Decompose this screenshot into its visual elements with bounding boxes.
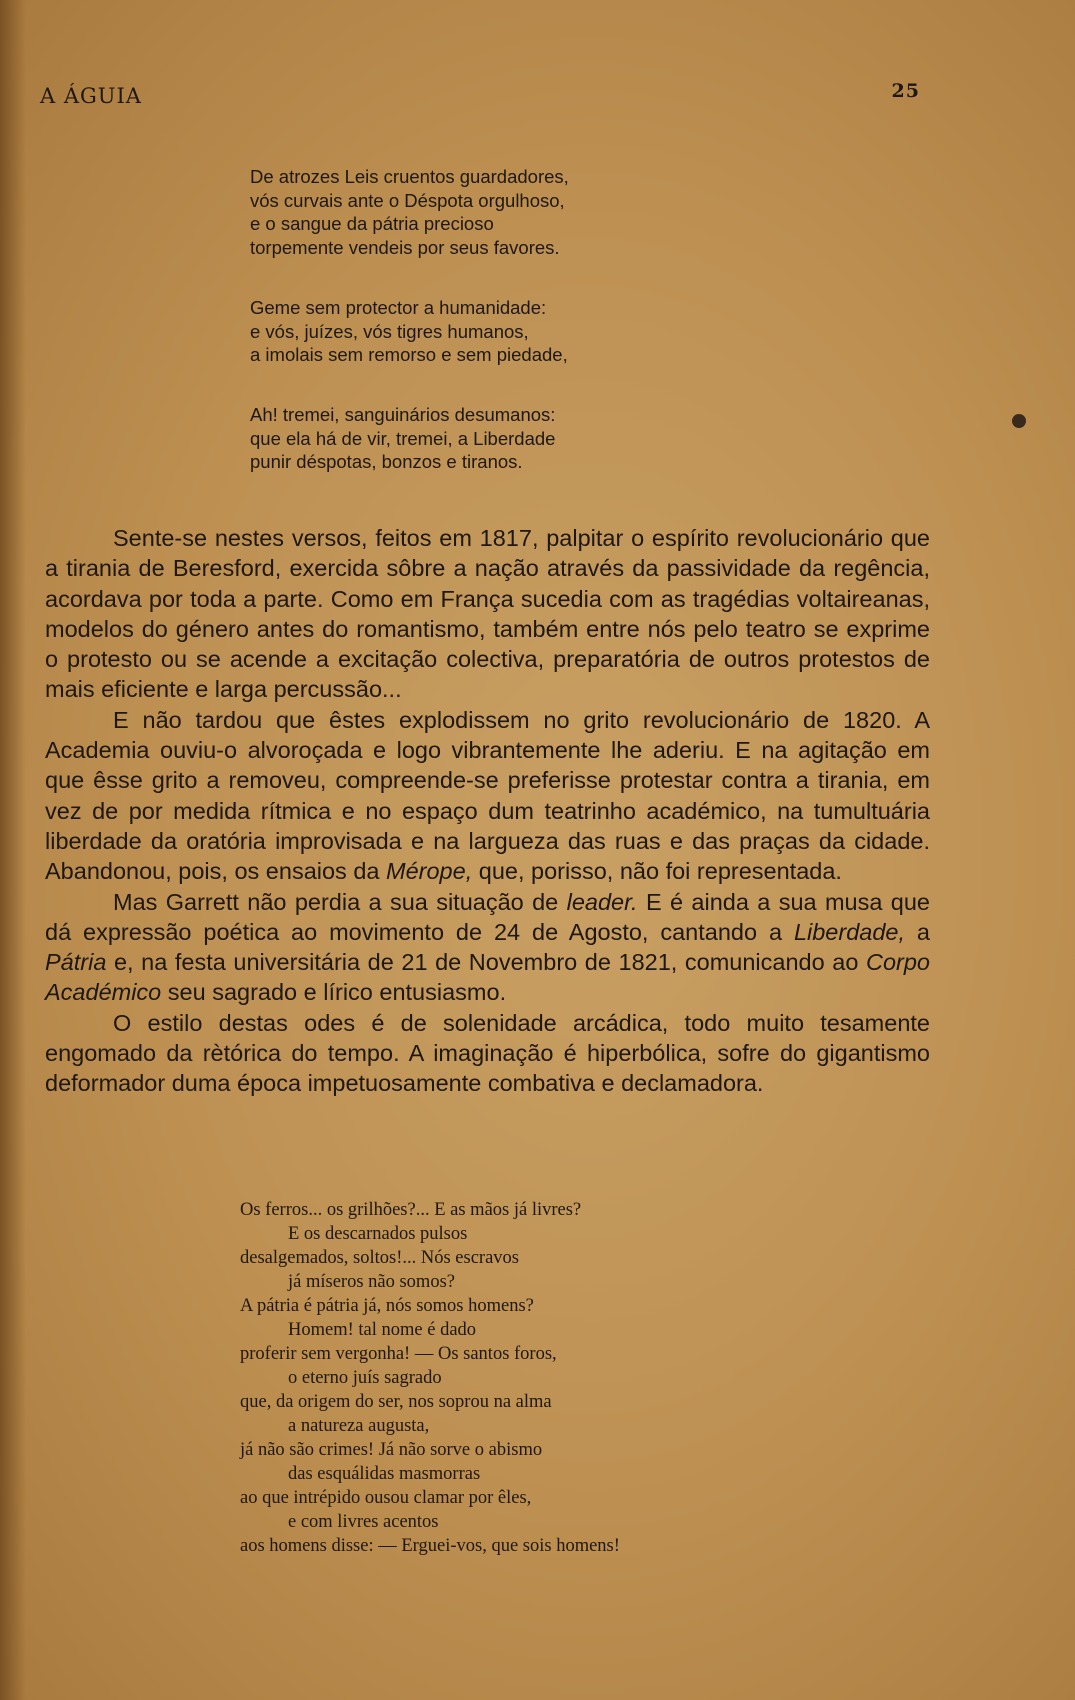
verse-line: torpemente vendeis por seus favores. [250,236,560,258]
italic-term: leader. [566,888,638,915]
verse-line: que ela há de vir, tremei, a Liberdade [250,427,556,449]
running-header [40,82,920,112]
verse-line: a natureza augusta, [288,1416,430,1436]
verse-line: punir déspotas, bonzos e tiranos. [250,451,523,472]
verse-line: e com livres acentos [288,1512,439,1532]
verse-line: Ah! tremei, sanguinários desumanos: [250,404,556,425]
page-edge-shadow [0,0,26,1700]
journal-title: A ÁGUIA [40,84,142,108]
verse-line: E os descarnados pulsos [288,1224,468,1244]
paragraph: Mas Garrett não perdia a sua situação de leader. E é ainda a sua musa que dá expressão poética ao movimento de 24 de Agosto, cantando a Liberdade, a Pátria e, na festa universitária de 21 de Novembro de 1821, comunicando ao Corpo Académico seu sagrado e lírico entusiasmo. [45,888,930,1006]
italic-title: Pátria [45,949,107,976]
verse-line: e vós, juízes, vós tigres humanos, [250,320,529,342]
verse-line: que, da origem do ser, nos soprou na alma [240,1392,552,1412]
verse-line: Os ferros... os grilhões?... E as mãos já livres? [240,1200,582,1220]
poem-quotation [240,1198,760,1558]
italic-title: Mérope, [386,858,473,885]
verse-line: proferir sem vergonha! — Os santos foros, [240,1344,557,1364]
verse-line: desalgemados, soltos!... Nós escravos [240,1248,519,1268]
verse-line: vós curvais ante o Déspota orgulhoso, [250,189,565,211]
verse-line: Homem! tal nome é dado [288,1320,477,1340]
verse-line: aos homens disse: — Erguei-vos, que sois homens! [240,1536,620,1556]
body-text [45,523,930,1099]
verse-line: já não são crimes! Já não sorve o abismo [240,1440,543,1460]
paragraph: Sente-se nestes versos, feitos em 1817, palpitar o espírito revolucionário que a tirania de Beresford, exercida sôbre a nação através da passividade da regência, acordava por toda a parte. Como em França sucedia com as tragédias voltaireanas, modelos do género antes do romantismo, também entre nós pelo teatro se exprime o protesto ou se acende a excitação colectiva, preparatória de outros protestos de mais eficiente e larga percussão... [45,525,930,703]
paragraph: O estilo destas odes é de solenidade arcádica, todo muito tesamente engomado da rètórica do tempo. A imaginação é hiperbólica, sofre do gigantismo deformador duma época impetuosamente combativa e declamadora. [45,1009,930,1097]
verse-line: já míseros não somos? [288,1272,455,1292]
verse-line: De atrozes Leis cruentos guardadores, [250,166,569,187]
italic-title: Corpo Académico [45,949,930,1006]
ink-spot [1012,414,1026,428]
poem-stanza-3 [250,403,670,474]
verse-line: Geme sem protector a humanidade: [250,297,547,318]
verse-line: das esquálidas masmorras [288,1464,481,1484]
verse-line: ao que intrépido ousou clamar por êles, [240,1488,532,1508]
poem-stanza-1 [250,165,670,259]
italic-title: Liberdade, [793,918,906,945]
verse-line: a imolais sem remorso e sem piedade, [250,344,568,365]
verse-line: A pátria é pátria já, nós somos homens? [240,1296,534,1316]
paragraph: E não tardou que êstes explodissem no grito revolucionário de 1820. A Academia ouviu-o alvoroçada e logo vibrantemente lhe aderiu. E na agitação em que êsse grito a removeu, compreende-se preferisse protestar contra a tirania, em vez de por medida rítmica e no espaço dum teatrinho académico, na tumultuária liberdade da oratória improvisada e na largueza das ruas e das praças da cidade. Abandonou, pois, os ensaios da Mérope, que, porisso, não foi representada. [45,706,930,885]
verse-line: e o sangue da pátria precioso [250,213,494,234]
verse-line: o eterno juís sagrado [288,1368,442,1388]
page-number: 25 [891,80,920,102]
poem-stanza-2 [250,296,670,367]
